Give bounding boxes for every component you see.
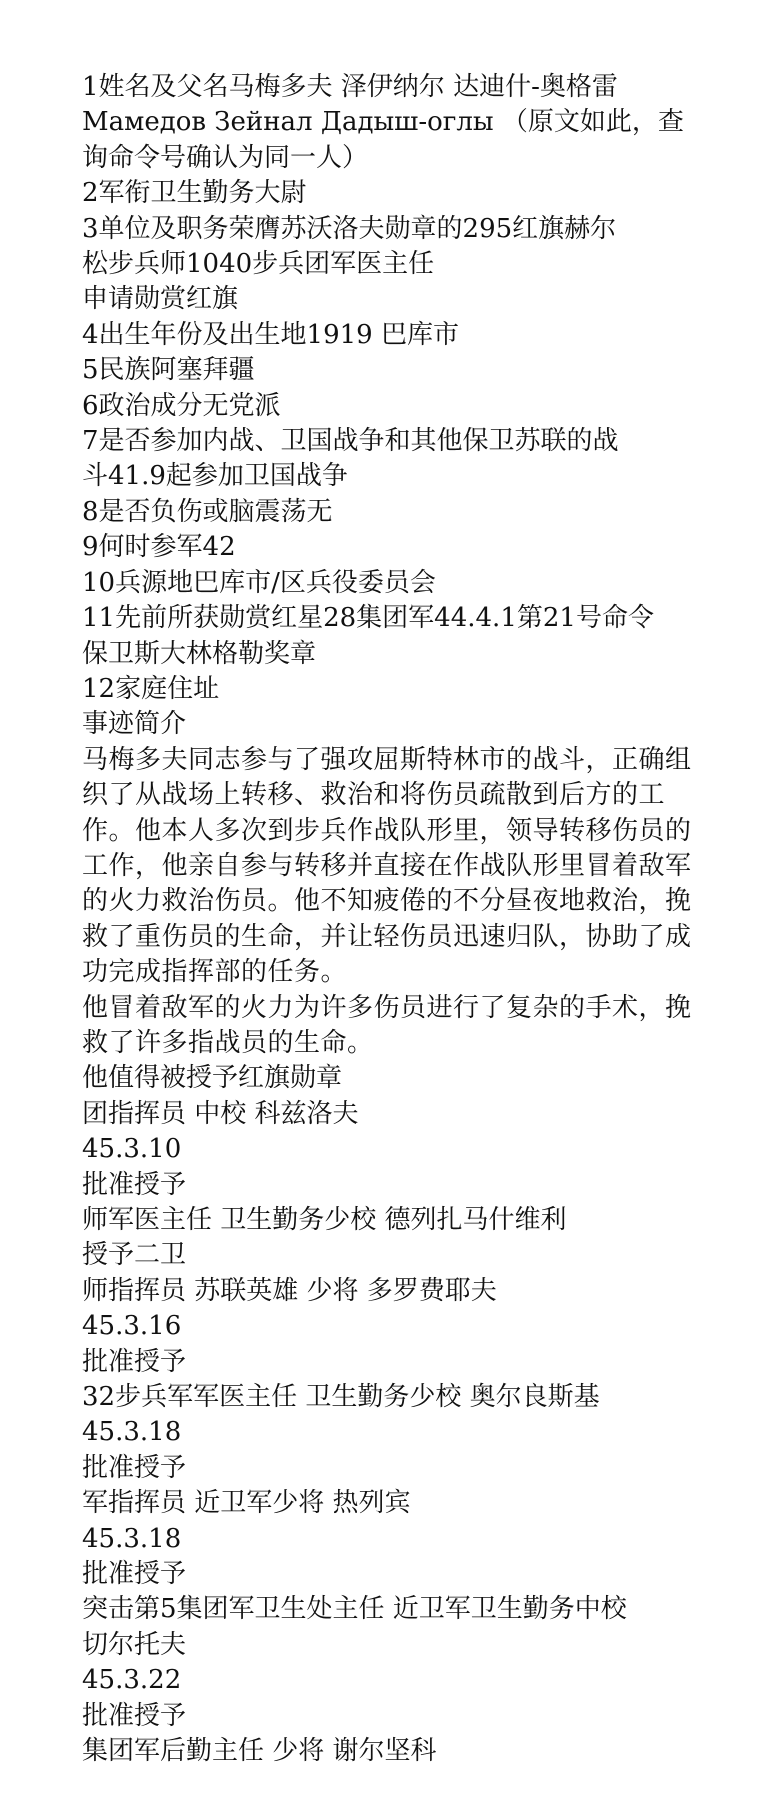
name-russian: Мамедов Зейнал Дадыш-оглы （原文如此，查 xyxy=(82,107,684,138)
approval-army-medical: 批准授予 xyxy=(82,1700,187,1731)
summary-heading: 事迹简介 xyxy=(82,709,187,740)
signature-army-logistics: 集团军后勤主任 少将 谢尔坚科 xyxy=(82,1736,437,1767)
signature-division-commander: 师指挥员 苏联英雄 少将 多罗费耶夫 xyxy=(82,1275,497,1306)
enlisted-field: 9何时参军42 xyxy=(82,532,236,563)
unit-field: 3单位及职务荣膺苏沃洛夫勋章的295红旗赫尔 xyxy=(82,213,617,244)
rank-field: 2军衔卫生勤务大尉 xyxy=(82,178,307,209)
wounds-field: 8是否负伤或脑震荡无 xyxy=(82,496,333,527)
summary-recommendation: 他值得被授予红旗勋章 xyxy=(82,1063,343,1094)
date-corps-medical: 45.3.18 xyxy=(82,1417,182,1448)
war-participation-field: 7是否参加内战、卫国战争和其他保卫苏联的战 xyxy=(82,426,619,457)
signature-division-medical: 师军医主任 卫生勤务少校 德列扎马什维利 xyxy=(82,1205,567,1235)
name-note: 询命令号确认为同一人） xyxy=(82,142,369,173)
name-field: 1姓名及父名马梅多夫 泽伊纳尔 达迪什-奥格雷 xyxy=(82,72,618,102)
approval-division-commander: 批准授予 xyxy=(82,1346,187,1377)
award-division-medical: 授予二卫 xyxy=(82,1240,187,1271)
award-request: 申请勋赏红旗 xyxy=(82,284,239,315)
source-field: 10兵源地巴库市/区兵役委员会 xyxy=(82,567,436,598)
signature-army-medical-continued: 切尔托夫 xyxy=(82,1629,187,1660)
signature-regiment: 团指挥员 中校 科兹洛夫 xyxy=(82,1098,359,1129)
nationality-field: 5民族阿塞拜疆 xyxy=(82,355,255,386)
unit-field-continued: 松步兵师1040步兵团军医主任 xyxy=(82,249,435,280)
date-regiment: 45.3.10 xyxy=(82,1134,182,1165)
address-field: 12家庭住址 xyxy=(82,673,220,704)
summary-paragraph-1: 马梅多夫同志参与了强攻屈斯特林市的战斗，正确组织了从战场上转移、救治和将伤员疏散到后方的工作。他本人多次到步兵作战队形里，领导转移伤员的工作，他亲自参与转移并直接在作战队形里冒着敌军的火力救治伤员。他不知疲倦的不分昼夜地救治，挽救了重伤员的生命，并让轻伤员迅速归队，协助了成功完成指挥部的任务。 xyxy=(82,744,692,988)
signature-corps-medical: 32步兵军军医主任 卫生勤务少校 奥尔良斯基 xyxy=(82,1382,600,1413)
approval-corps-commander: 批准授予 xyxy=(82,1559,187,1590)
date-corps-commander: 45.3.18 xyxy=(82,1523,182,1554)
approval-regiment: 批准授予 xyxy=(82,1169,187,1200)
document-body xyxy=(82,70,702,1770)
previous-awards-continued: 保卫斯大林格勒奖章 xyxy=(82,638,317,669)
war-participation-continued: 斗41.9起参加卫国战争 xyxy=(82,461,348,492)
birth-field: 4出生年份及出生地1919 巴库市 xyxy=(82,319,459,350)
date-division-commander: 45.3.16 xyxy=(82,1311,182,1342)
approval-corps-medical: 批准授予 xyxy=(82,1452,187,1483)
party-field: 6政治成分无党派 xyxy=(82,390,281,421)
date-army-medical: 45.3.22 xyxy=(82,1665,182,1696)
previous-awards-field: 11先前所获勋赏红星28集团军44.4.1第21号命令 xyxy=(82,603,654,634)
summary-paragraph-2: 他冒着敌军的火力为许多伤员进行了复杂的手术，挽救了许多指战员的生命。 xyxy=(82,992,692,1058)
signature-army-medical: 突击第5集团军卫生处主任 近卫军卫生勤务中校 xyxy=(82,1594,627,1625)
signature-corps-commander: 军指挥员 近卫军少将 热列宾 xyxy=(82,1488,411,1519)
